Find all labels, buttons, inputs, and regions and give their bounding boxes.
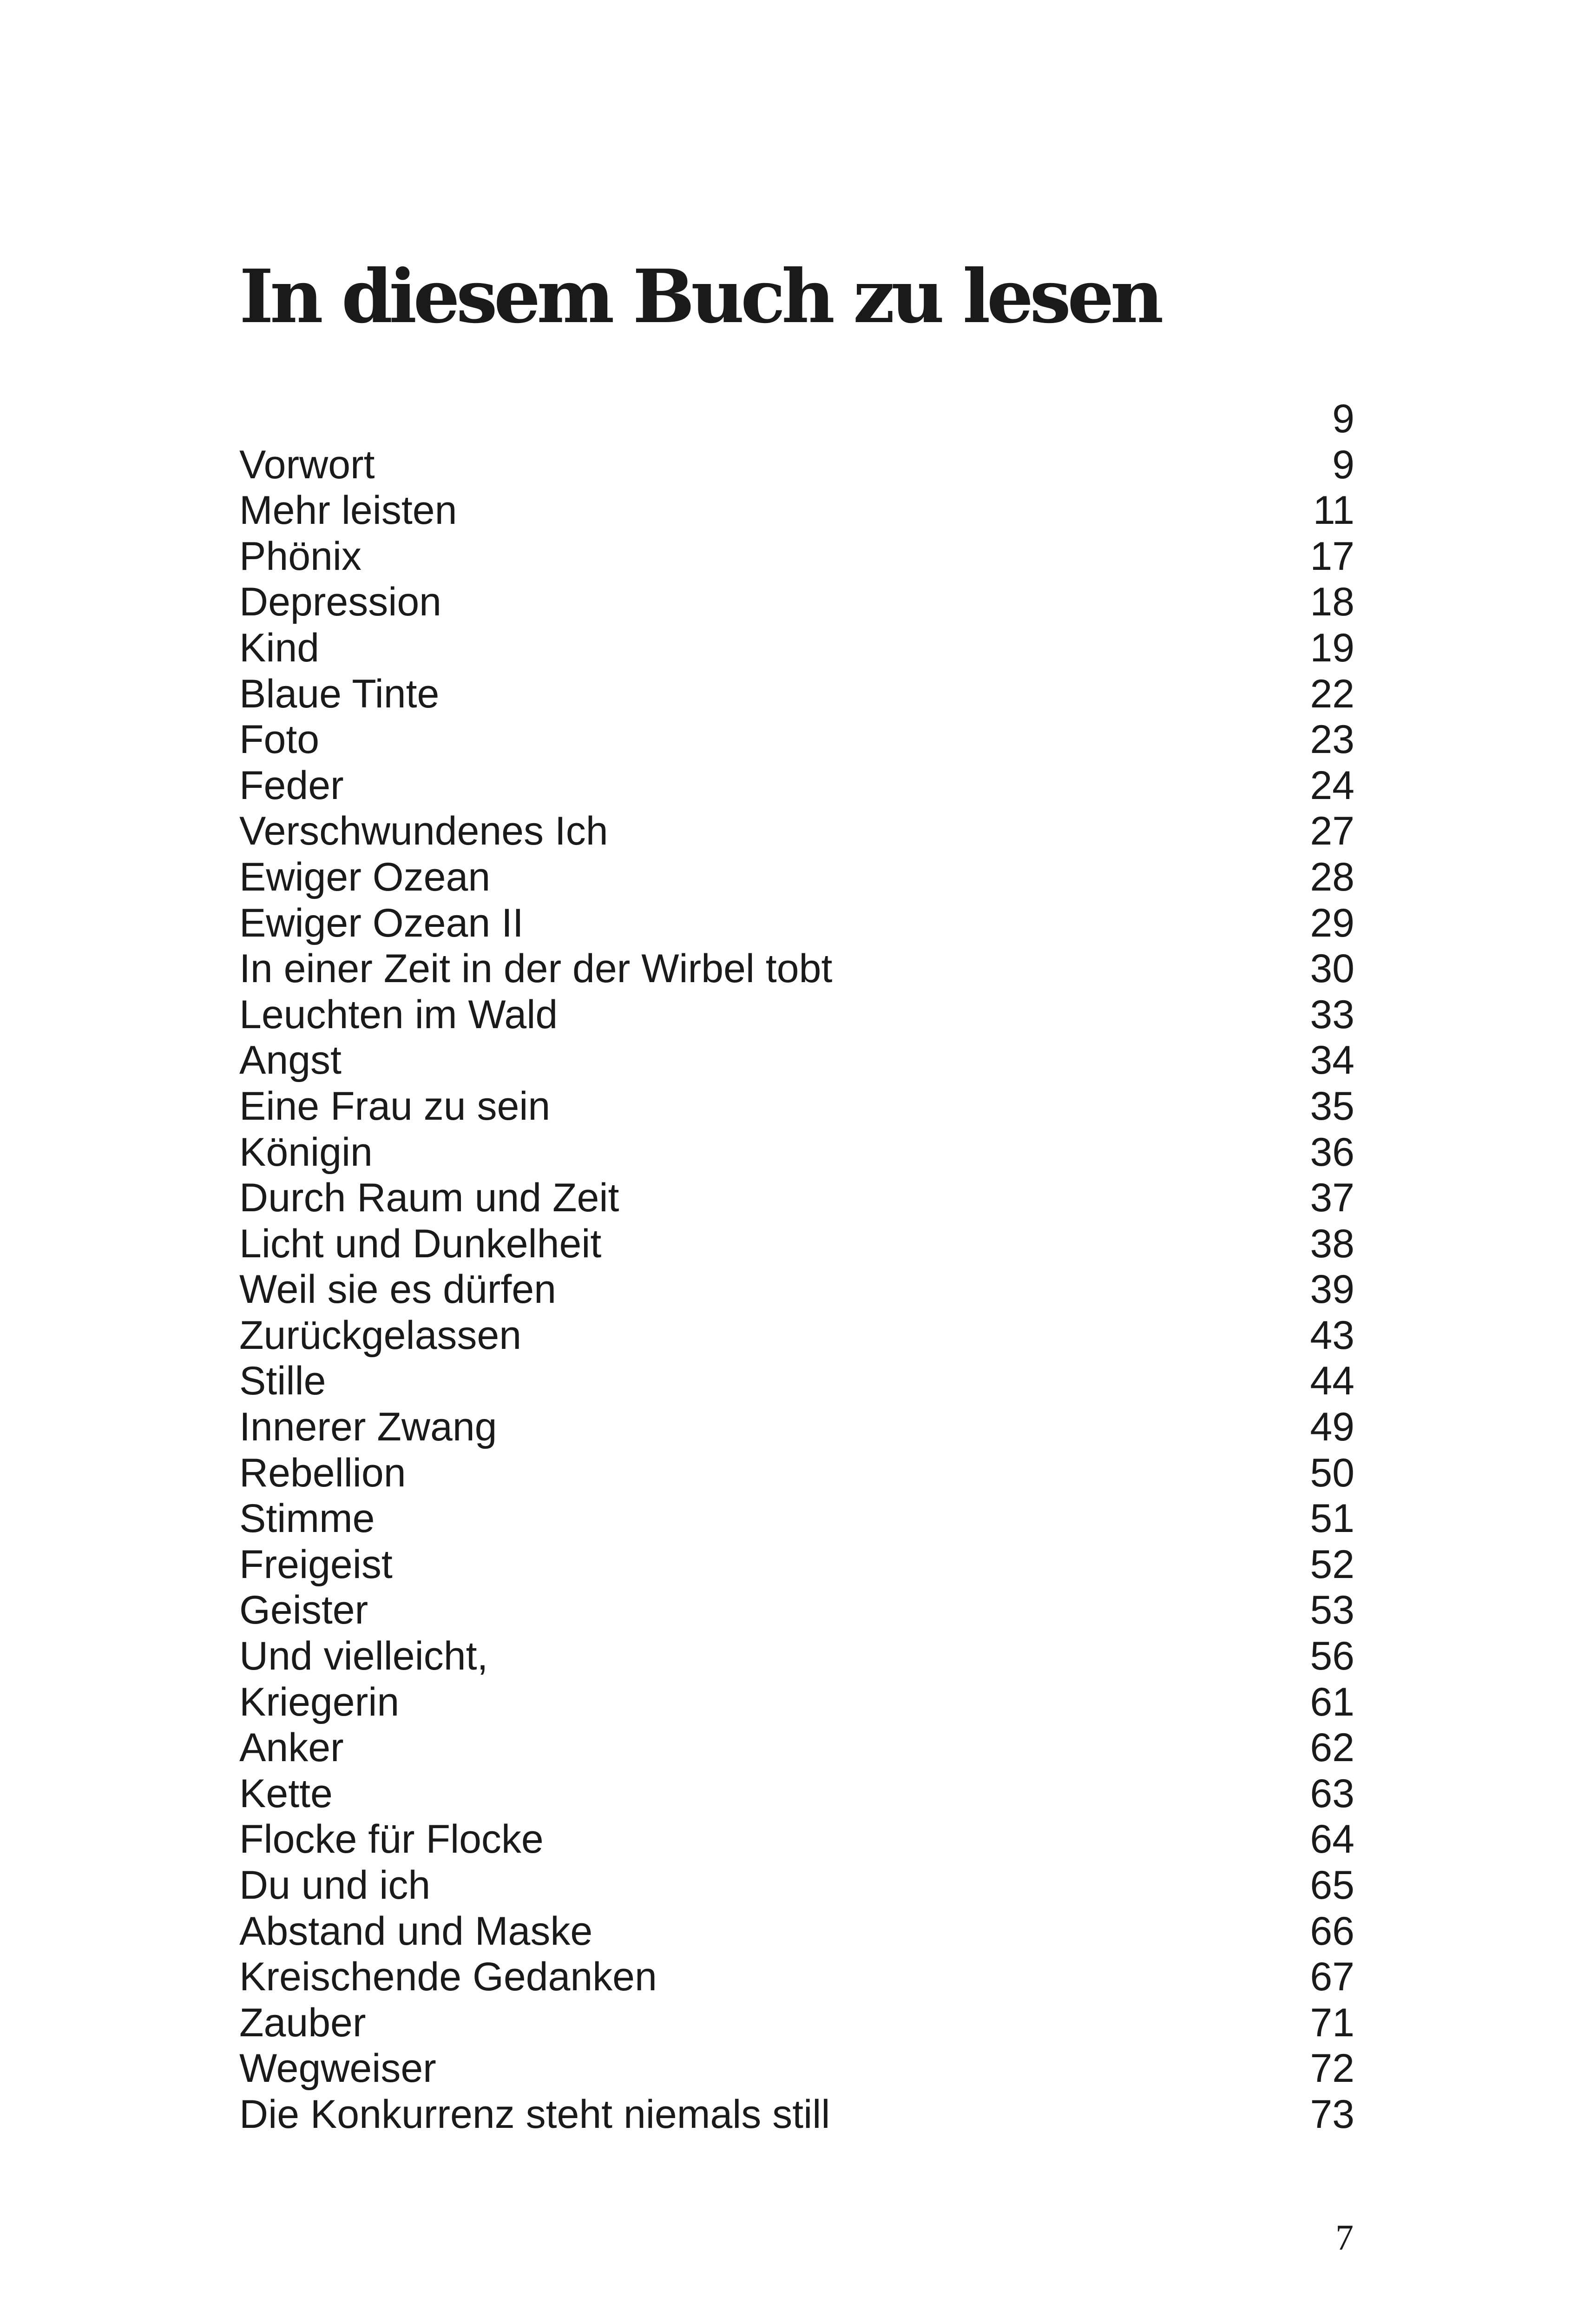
toc-entry [239,717,1354,763]
toc-entry [239,1496,1354,1542]
toc-entry-title: Rebellion [239,1450,406,1495]
toc-entry-title: Flocke für Flocke [239,1817,544,1862]
toc-entry-page-number: 64 [1310,1817,1354,1862]
toc-entry-title: Geister [239,1588,368,1633]
toc-entry [239,671,1354,717]
toc-entry-title: Anker [239,1725,344,1770]
toc-entry-page-number: 24 [1310,763,1354,808]
toc-entry-title: Eine Frau zu sein [239,1083,551,1129]
toc-entry [239,854,1354,900]
toc-entry-title: Zauber [239,2000,366,2045]
toc-entry-page-number: 51 [1310,1496,1354,1541]
toc-entry-page-number: 52 [1310,1542,1354,1587]
toc-entry [239,1954,1354,2000]
toc-entry [239,1450,1354,1496]
toc-entry-page-number: 49 [1310,1405,1354,1450]
toc-entry-title: Du und ich [239,1863,431,1908]
toc-entry-title: In einer Zeit in der der Wirbel tobt [239,946,833,991]
toc-entry-title: Stille [239,1359,326,1404]
toc-entry-page-number: 11 [1313,488,1354,533]
toc-entry [239,1267,1354,1313]
toc-entry [239,1313,1354,1359]
toc-entry [239,1129,1354,1175]
toc-entry [239,808,1354,854]
toc-entry-page-number: 18 [1310,580,1354,625]
toc-entry [239,396,1354,442]
toc-entry-title: Und vielleicht, [239,1634,488,1679]
toc-entry-title: Durch Raum und Zeit [239,1175,619,1221]
toc-entry [239,1542,1354,1588]
toc-entry [239,1679,1354,1725]
toc-entry [239,1771,1354,1817]
toc-entry-page-number: 30 [1310,946,1354,991]
toc-entry-title: Phönix [239,534,362,579]
toc-entry-page-number: 50 [1310,1450,1354,1495]
toc-entry [239,1083,1354,1129]
toc-entry-title: Weil sie es dürfen [239,1267,556,1312]
toc-entry-page-number: 62 [1310,1725,1354,1770]
toc-entry [239,946,1354,992]
toc-entry-page-number: 29 [1310,900,1354,945]
toc-entry-page-number: 17 [1310,534,1354,579]
toc-entry-title: Die Konkurrenz steht niemals still [239,2092,830,2137]
toc-entry-title: Licht und Dunkelheit [239,1221,602,1266]
toc-entry [239,625,1354,671]
toc-entry [239,992,1354,1038]
toc-entry-page-number: 39 [1310,1267,1354,1312]
toc-entry-title: Wegweiser [239,2046,436,2091]
toc-entry-title: Vorwort [239,442,375,487]
toc-entry [239,534,1354,580]
page-title: In diesem Buch zu lesen [239,254,1160,340]
toc-entry-page-number: 22 [1310,671,1354,716]
toc-entry [239,763,1354,809]
toc-entry [239,1725,1354,1771]
toc-entry [239,1862,1354,1908]
toc-entry-title: Abstand und Maske [239,1908,593,1954]
toc-entry-title: Leuchten im Wald [239,992,558,1037]
toc-entry-title: Blaue Tinte [239,671,440,716]
toc-entry-title: Foto [239,717,320,762]
toc-entry [239,900,1354,946]
toc-entry-title: Mehr leisten [239,488,457,533]
toc-entry [239,579,1354,625]
page-number: 7 [1335,2217,1354,2258]
toc-entry-title: Kreischende Gedanken [239,1954,657,2000]
toc-entry [239,1037,1354,1083]
toc-entry [239,1221,1354,1267]
toc-entry-page-number: 19 [1310,625,1354,670]
toc-entry-page-number: 33 [1310,992,1354,1037]
toc-entry-title: Zurückgelassen [239,1313,522,1358]
toc-entry-title: Angst [239,1038,342,1083]
toc-entry [239,1816,1354,1862]
toc-entry-page-number: 56 [1310,1634,1354,1679]
toc-entry-page-number: 61 [1310,1679,1354,1724]
toc-entry [239,1587,1354,1633]
toc-entry-page-number: 71 [1310,2000,1354,2045]
toc-entry-page-number: 27 [1310,809,1354,854]
toc-entry-page-number: 35 [1310,1083,1354,1129]
toc-entry-page-number: 9 [1332,396,1354,441]
toc-entry-title: Freigeist [239,1542,393,1587]
toc-entry-title: Feder [239,763,344,808]
toc-entry-page-number: 9 [1332,442,1354,487]
toc-entry [239,2046,1354,2092]
toc-entry-page-number: 36 [1310,1129,1354,1175]
toc-entry-title: Innerer Zwang [239,1405,497,1450]
toc-entry [239,2000,1354,2046]
toc-entry-title: Kette [239,1771,333,1816]
toc-entry-title: Verschwundenes Ich [239,809,608,854]
toc-entry [239,1175,1354,1221]
toc-entry-title: Depression [239,580,441,625]
toc-entry [239,488,1354,534]
toc-entry-page-number: 67 [1310,1954,1354,2000]
toc-entry-title: Kind [239,625,320,670]
toc-entry-title: Ewiger Ozean II [239,900,524,945]
toc-entry-page-number: 73 [1310,2092,1354,2137]
table-of-contents [239,396,1354,2138]
toc-entry-page-number: 23 [1310,717,1354,762]
toc-entry-page-number: 28 [1310,854,1354,899]
toc-entry-title: Königin [239,1129,373,1175]
toc-entry-title: Stimme [239,1496,375,1541]
toc-entry [239,1633,1354,1679]
toc-entry [239,1908,1354,1954]
toc-entry-page-number: 53 [1310,1588,1354,1633]
toc-entry-page-number: 63 [1310,1771,1354,1816]
toc-entry-page-number: 37 [1310,1175,1354,1221]
toc-entry [239,442,1354,488]
toc-entry [239,2092,1354,2138]
toc-entry-page-number: 72 [1310,2046,1354,2091]
toc-entry-page-number: 65 [1310,1863,1354,1908]
toc-entry-title: Ewiger Ozean [239,854,491,899]
toc-entry-title: Kriegerin [239,1679,400,1724]
toc-entry [239,1358,1354,1404]
toc-entry-page-number: 43 [1310,1313,1354,1358]
toc-entry-page-number: 38 [1310,1221,1354,1266]
toc-entry [239,1404,1354,1450]
toc-entry-page-number: 66 [1310,1908,1354,1954]
toc-entry-page-number: 44 [1310,1359,1354,1404]
toc-entry-page-number: 34 [1310,1038,1354,1083]
